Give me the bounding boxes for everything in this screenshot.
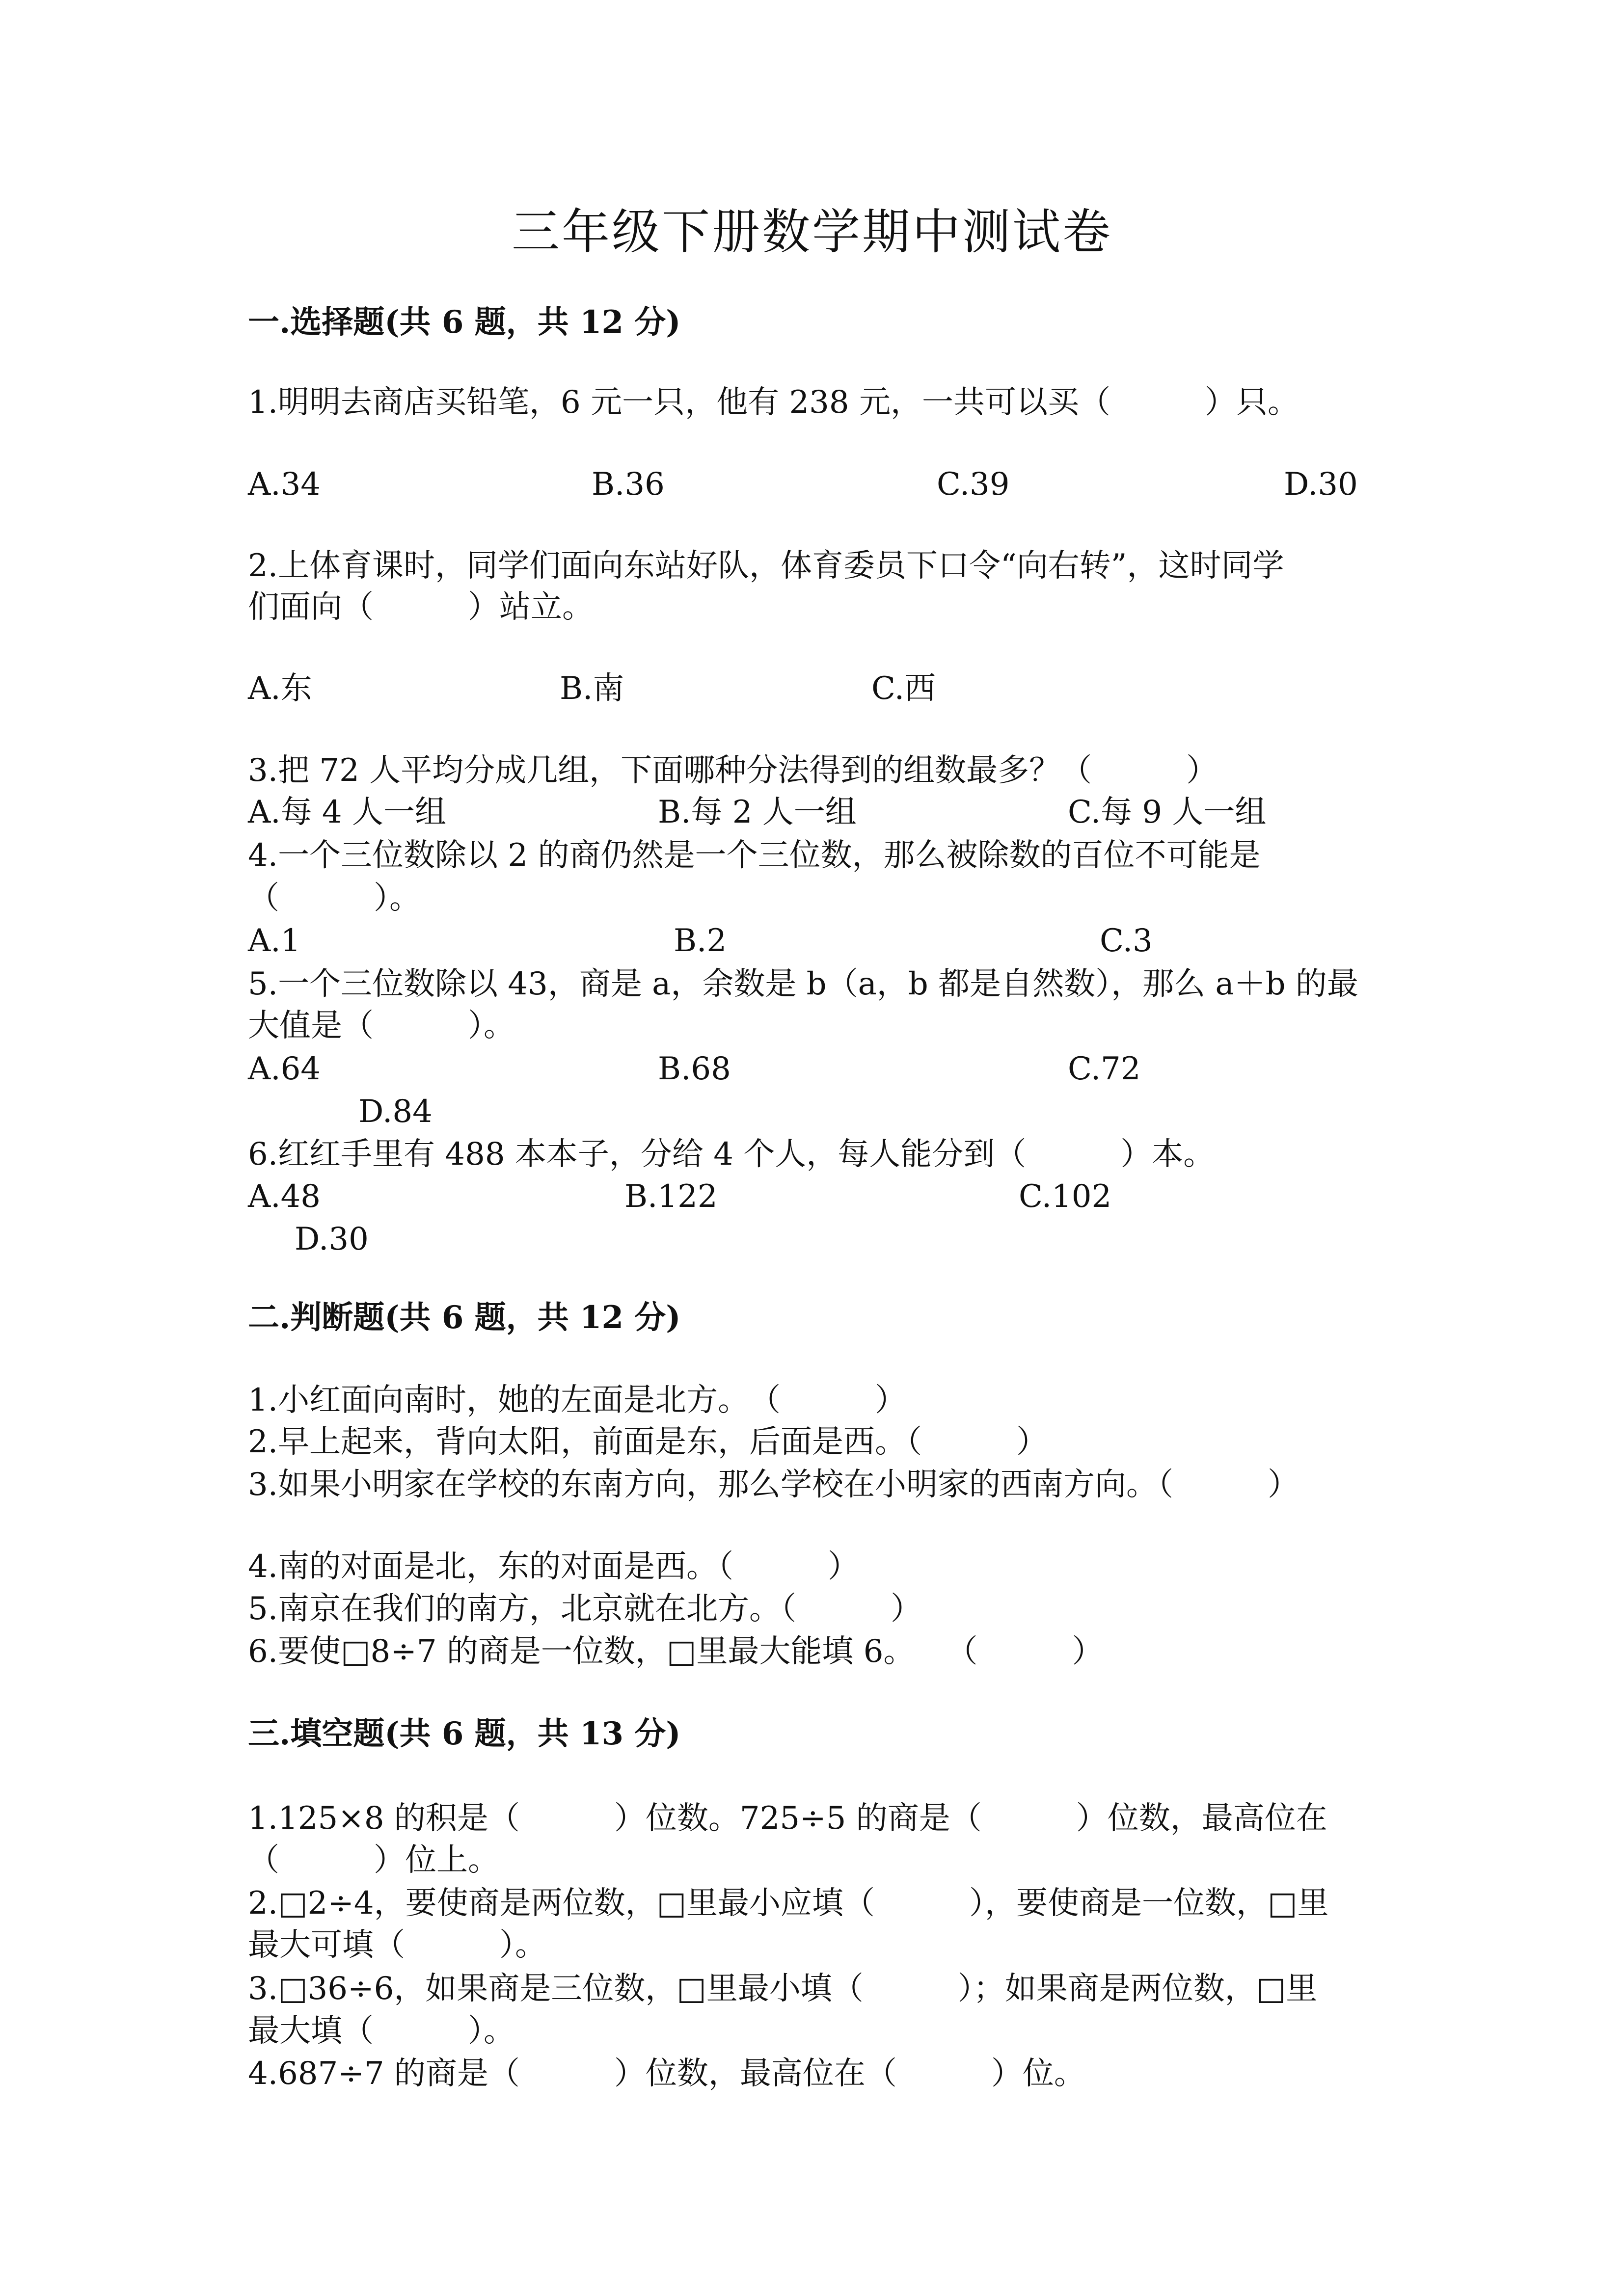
fill-blank-line: 3.□36÷6，如果商是三位数，□里最小填（ ）；如果商是两位数，□里: [248, 1971, 1318, 2007]
section-heading-fill-blank: 三.填空题(共 6 题，共 13 分): [248, 1715, 681, 1752]
option-c: C.39: [937, 466, 1010, 503]
section-heading-judgment: 二.判断题(共 6 题，共 12 分): [248, 1299, 681, 1336]
question-text: 1.明明去商店买铅笔，6 元一只，他有 238 元，一共可以买（ ）只。: [248, 384, 1299, 421]
question-text-continued: （ ）。: [248, 880, 421, 916]
option-c: C.西: [871, 670, 936, 707]
fill-blank-line: 1.125×8 的积是（ ）位数。725÷5 的商是（ ）位数，最高位在: [248, 1800, 1327, 1837]
judgment-item: 4.南的对面是北，东的对面是西。（ ）: [248, 1548, 860, 1585]
judgment-item: 3.如果小明家在学校的东南方向，那么学校在小明家的西南方向。（ ）: [248, 1467, 1299, 1503]
option-b: B.每 2 人一组: [658, 794, 857, 830]
option-c: C.3: [1100, 923, 1153, 959]
question-text-continued: 们面向（ ）站立。: [248, 589, 594, 625]
option-a: A.东: [248, 670, 312, 707]
option-a: A.34: [248, 466, 321, 503]
judgment-item: 1.小红面向南时，她的左面是北方。 （ ）: [248, 1382, 907, 1418]
option-b: B.122: [624, 1178, 718, 1215]
question-text: 6.红红手里有 488 本本子，分给 4 个人，每人能分到（ ）本。: [248, 1136, 1215, 1173]
section-heading-choice: 一.选择题(共 6 题，共 12 分): [248, 304, 681, 341]
option-a: A.48: [248, 1178, 321, 1215]
question-text: 2.上体育课时，同学们面向东站好队，体育委员下口令“向右转”，这时同学: [248, 548, 1284, 584]
question-text-continued: 大值是（ ）。: [248, 1008, 515, 1044]
question-text: 3.把 72 人平均分成几组，下面哪种分法得到的组数最多？（ ）: [248, 752, 1218, 789]
question-text: 5.一个三位数除以 43，商是 a，余数是 b（a，b 都是自然数），那么 a＋b 的最: [248, 966, 1358, 1002]
page-title: 三年级下册数学期中测试卷: [511, 204, 1112, 260]
fill-blank-line: 4.687÷7 的商是（ ）位数，最高位在（ ）位。: [248, 2056, 1085, 2092]
question-text: 4.一个三位数除以 2 的商仍然是一个三位数，那么被除数的百位不可能是: [248, 837, 1261, 874]
option-a: A.每 4 人一组: [248, 794, 446, 830]
option-b: B.2: [674, 923, 727, 959]
option-d: D.30: [295, 1221, 369, 1257]
fill-blank-line: 最大填（ ）。: [248, 2013, 515, 2049]
fill-blank-line: 2.□2÷4，要使商是两位数，□里最小应填（ ），要使商是一位数，□里: [248, 1885, 1329, 1922]
judgment-item: 2.早上起来，背向太阳，前面是东，后面是西。（ ）: [248, 1424, 1048, 1460]
option-d: D.30: [1284, 466, 1358, 503]
option-a: A.64: [248, 1051, 321, 1087]
option-b: B.36: [592, 466, 665, 503]
fill-blank-line: 最大可填（ ）。: [248, 1927, 546, 1963]
option-c: C.72: [1068, 1051, 1141, 1087]
option-d: D.84: [358, 1094, 433, 1130]
judgment-item: 6.要使□8÷7 的商是一位数，□里最大能填 6。 （ ）: [248, 1633, 1104, 1670]
option-b: B.68: [658, 1051, 731, 1087]
option-b: B.南: [560, 670, 624, 707]
option-c: C.102: [1019, 1178, 1112, 1215]
option-c: C.每 9 人一组: [1068, 794, 1267, 830]
judgment-item: 5.南京在我们的南方，北京就在北方。（ ）: [248, 1591, 922, 1627]
fill-blank-line: （ ）位上。: [248, 1842, 499, 1878]
option-a: A.1: [248, 923, 301, 959]
